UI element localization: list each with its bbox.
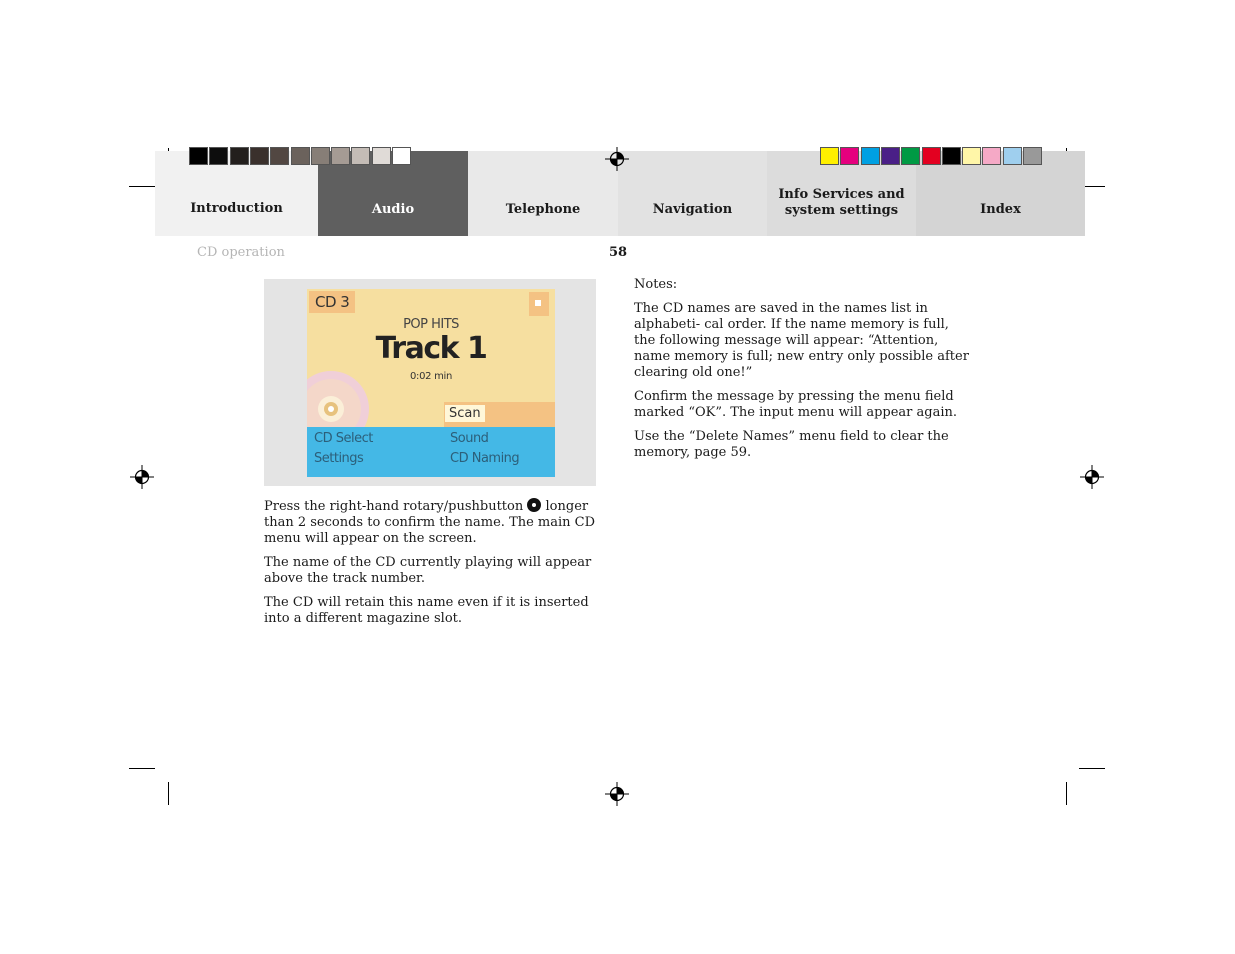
menu-settings[interactable]: Settings xyxy=(314,451,364,466)
registration-mark-icon xyxy=(605,147,629,171)
paragraph: The name of the CD currently playing will appear above the track number. xyxy=(264,555,592,586)
tab-label: Introduction xyxy=(190,200,283,216)
menu-sound[interactable]: Sound xyxy=(450,431,489,446)
notes-heading: Notes: xyxy=(634,277,678,292)
text-span: longer than 2 seconds to confirm the name. The main CD menu will appear on the screen. xyxy=(264,499,596,546)
color-swatch xyxy=(331,147,350,165)
rotary-pushbutton-icon xyxy=(527,498,541,512)
color-swatch xyxy=(270,147,289,165)
menu-cd-select[interactable]: CD Select xyxy=(314,431,373,446)
tab-label: Navigation xyxy=(652,201,733,217)
paragraph: Use the “Delete Names” menu field to clear the memory, page 59. xyxy=(634,429,949,460)
color-swatch xyxy=(392,147,411,165)
cd-number-label: CD 3 xyxy=(309,291,355,313)
tab-telephone[interactable] xyxy=(468,151,618,236)
page-number: 58 xyxy=(609,245,628,260)
section-title: CD operation xyxy=(197,245,285,260)
color-swatch xyxy=(209,147,228,165)
paragraph: The CD will retain this name even if it is inserted into a different magazine slot. xyxy=(264,595,589,626)
paragraph: The CD names are saved in the names list in alphabeti- cal order. If the name memory is full, the following message will appear: “Attention, name memory is full; new entry only possible after clearing old one!” xyxy=(634,301,969,380)
color-swatch xyxy=(1023,147,1042,165)
right-column xyxy=(634,277,969,469)
registration-mark-icon xyxy=(605,782,629,806)
tab-label: Audio xyxy=(371,201,415,217)
crop-mark xyxy=(168,782,169,805)
registration-mark-icon xyxy=(130,465,154,489)
color-swatch xyxy=(351,147,370,165)
color-swatch xyxy=(372,147,391,165)
color-swatch xyxy=(311,147,330,165)
paragraph xyxy=(264,498,606,547)
text-span: Press the right-hand rotary/pushbutton xyxy=(264,499,524,514)
screen-menu-bar xyxy=(307,427,555,477)
color-swatch xyxy=(250,147,269,165)
menu-cd-naming[interactable]: CD Naming xyxy=(450,451,520,466)
paragraph: Confirm the message by pressing the menu field marked “OK”. The input menu will appear again. xyxy=(634,389,957,420)
tab-label-line: Info Services and xyxy=(778,186,905,202)
color-swatch xyxy=(840,147,859,165)
crop-mark xyxy=(1079,768,1105,769)
crop-mark xyxy=(129,186,155,187)
color-swatch xyxy=(820,147,839,165)
color-swatch xyxy=(291,147,310,165)
color-swatch xyxy=(1003,147,1022,165)
color-swatch xyxy=(922,147,941,165)
tab-label-line: system settings xyxy=(784,202,899,218)
crop-mark xyxy=(129,768,155,769)
tab-label: Telephone xyxy=(505,201,581,217)
color-swatch xyxy=(901,147,920,165)
tab-label: Index xyxy=(980,201,1021,217)
color-swatch xyxy=(189,147,208,165)
crop-mark xyxy=(1066,782,1067,805)
track-title: Track 1 xyxy=(375,331,487,366)
tab-navigation[interactable] xyxy=(618,151,767,236)
color-swatch xyxy=(861,147,880,165)
track-time: 0:02 min xyxy=(409,371,453,382)
color-swatch xyxy=(962,147,981,165)
color-swatch xyxy=(230,147,249,165)
color-swatch xyxy=(982,147,1001,165)
scan-button[interactable]: Scan xyxy=(445,405,485,422)
left-column xyxy=(264,498,606,635)
status-indicator-icon xyxy=(529,292,549,316)
album-name: POP HITS xyxy=(403,317,459,332)
color-swatch xyxy=(942,147,961,165)
cd-display-screen xyxy=(307,289,555,477)
registration-mark-icon xyxy=(1080,465,1104,489)
color-swatch xyxy=(881,147,900,165)
